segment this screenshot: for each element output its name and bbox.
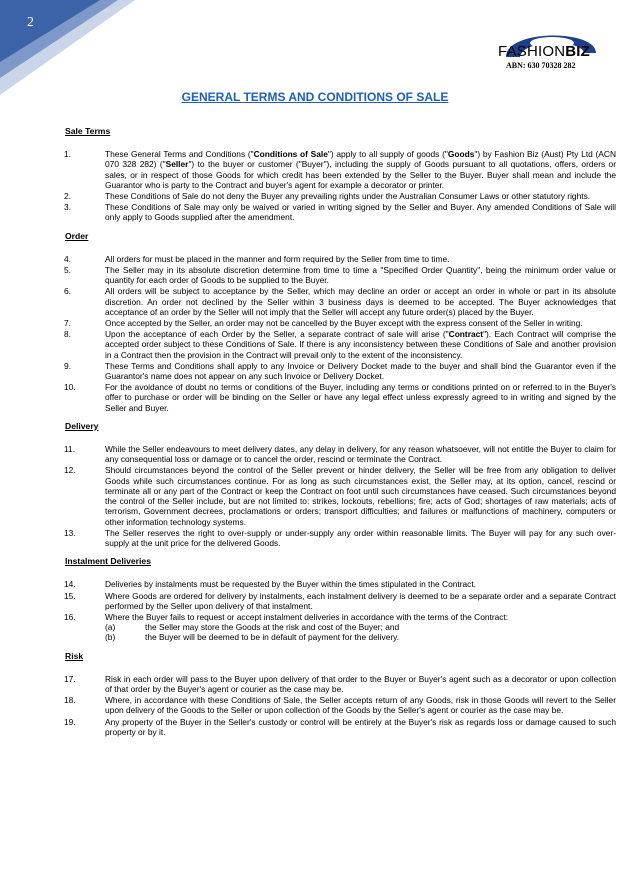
clause: [64, 149, 616, 190]
clause-number: 11.: [64, 444, 76, 455]
section-heading: Order: [65, 230, 89, 241]
clause: [64, 202, 616, 222]
clause-text: Should circumstances beyond the control of the Seller prevent or hinder delivery, the Seller will be free from any obligation to deliver Goods while such circumstances continue. For as long as such circumstances exist, the Seller may, at its option, cancel, rescind or terminate all or any part of the Contract or keep the Contract on foot until such circumstances have ceased. Such circumstances beyond the control of the Seller include, but are not limited to: strikes, lockouts, rebellions; fire; acts of God; shortages of raw materials; acts of terrorism, Government decrees, proclamations or orders; transport difficulties; and failures or malfunctions of machinery, computers or other information technology systems.: [105, 465, 616, 527]
clause-number: 7.: [64, 318, 71, 329]
clause-text: Where, in accordance with these Conditions of Sale, the Seller accepts return of any Goods, risk in those Goods will revert to the Seller upon delivery of the Goods to the Seller or upon collection of the Goods by the Seller's agent or courier as the case may be.: [105, 695, 616, 716]
clause-number: 10.: [64, 382, 76, 393]
clause-text: These General Terms and Conditions ("Conditions of Sale") apply to all supply of goods ("Goods") by Fashion Biz (Aust) Pty Ltd (ACN 070 328 282) ("Seller") to the buyer or customer ("Buyer"), including the supply of Goods pursuant to all quotations, offers, orders or sales, or in respect of those Goods for which credit has been extended by the Seller to the Buyer. Buyer shall mean and include the Guarantor who is party to the Contract and buyer's agent for example a decorator or printer.: [105, 149, 616, 190]
section: [64, 421, 616, 548]
clause: [64, 465, 616, 526]
clause-number: 9.: [64, 360, 71, 371]
clause: [64, 361, 616, 381]
clause: [64, 382, 616, 413]
section-heading: Risk: [65, 650, 84, 661]
clause: [64, 674, 616, 694]
clause: [64, 254, 616, 264]
section: [64, 231, 616, 413]
sub-clause-text: the Seller may store the Goods at the risk and cost of the Buyer; and: [145, 622, 400, 633]
clause: [64, 265, 616, 285]
sub-clause-letter: (a): [105, 622, 116, 633]
clause-text: For the avoidance of doubt no terms or conditions of the Buyer, including any terms or conditions printed on or referred to in the Buyer's offer to purchase or order will be binding on the Seller or have any legal effect unless expressly agreed to in writing and signed by the Seller and Buyer.: [105, 382, 616, 413]
clause-number: 17.: [64, 673, 76, 684]
clause: [64, 286, 616, 317]
clause: [64, 444, 616, 464]
section-heading: Delivery: [65, 420, 99, 431]
clause-text: These Terms and Conditions shall apply to any Invoice or Delivery Docket made to the buyer and shall bind the Guarantor even if the Guarantor's name does not appear on any such Invoice or Delivery Docket.: [105, 360, 616, 382]
clause-number: 12.: [64, 465, 76, 476]
clause-text: These Conditions of Sale do not deny the Buyer any prevailing rights under the Australian Consumer Laws or other statutory rights.: [105, 191, 591, 202]
clause-text: Deliveries by instalments must be requested by the Buyer within the times stipulated in the Contract.: [105, 579, 477, 590]
clause-text: The Seller reserves the right to over-supply or under-supply any order within reasonable limits. The Buyer will pay for any such over-supply at the unit price for the delivered Goods.: [105, 527, 616, 548]
clause-text: Risk in each order will pass to the Buyer upon delivery of that order to the Buyer or Buyer's agent such as a decorator or upon collection of that order by the Buyer's agent or courier as the case may be.: [105, 673, 616, 694]
sub-clause: [105, 622, 616, 632]
clause-text: These Conditions of Sale may only be waived or varied in writing signed by the Seller and Buyer. Any amended Conditions of Sale will only apply to Goods supplied after the amendment.: [105, 202, 616, 223]
clause: [64, 579, 616, 589]
clause-text: Upon the acceptance of each Order by the Seller, a separate contract of sale will arise ("Contract"). Each Contract will comprise the accepted order subject to these Conditions of Sale. If there is any inconsistency between these Conditions of Sale and another provision in a Contract then the provision in the Contract will prevail only to the extent of the inconsistency.: [105, 329, 616, 360]
section: [64, 126, 616, 223]
clause: [64, 318, 616, 328]
clause-text: All orders will be subject to acceptance by the Seller, which may decline an order or accept an order in whole or part in its absolute discretion. An order not declined by the Seller within 3 business days is deemed to be accepted. The Buyer acknowledges that acceptance of an order by the Seller will not imply that the Seller will accept any future order(s) placed by the Buyer.: [105, 286, 616, 317]
clause-text: Where the Buyer fails to request or accept instalment deliveries in accordance with the terms of the Contract: (a) the Seller may store the Goods at the risk and cost of the Buyer; and (b) the Buyer will be deemed to be in default of payment for the delivery.: [105, 612, 616, 643]
clause-number: 1.: [64, 149, 71, 160]
clause-number: 14.: [64, 579, 76, 590]
clause: [64, 591, 616, 611]
clause-number: 18.: [64, 695, 76, 706]
sub-clause-letter: (b): [105, 632, 116, 643]
page-number: 2: [27, 15, 34, 30]
clause-text: Any property of the Buyer in the Seller's custody or control will be entirely at the Buyer's risk as regards loss or damage caused to such property or by it.: [105, 716, 616, 737]
section-heading: Instalment Deliveries: [65, 556, 151, 567]
clause: [64, 717, 616, 737]
section: [64, 651, 616, 737]
clause-number: 16.: [64, 611, 76, 622]
clause-text: All orders for must be placed in the manner and form required by the Seller from time to time.: [105, 253, 450, 264]
clause-number: 6.: [64, 286, 71, 297]
clause: [64, 191, 616, 201]
clause-number: 4.: [64, 253, 71, 264]
section-heading: Sale Terms: [65, 126, 111, 136]
clause-number: 3.: [64, 202, 71, 213]
clause-number: 2.: [64, 191, 71, 202]
clause: [64, 695, 616, 715]
clause: [64, 612, 616, 643]
page-corner-decoration: [0, 0, 140, 100]
terms-content: [64, 124, 616, 745]
clause-text: Where Goods are ordered for delivery by instalments, each instalment delivery is deemed to be a separate order and a separate Contract performed by the Seller upon delivery of that instalment.: [105, 590, 616, 611]
clause: [64, 528, 616, 548]
document-title: GENERAL TERMS AND CONDITIONS OF SALE: [181, 90, 449, 104]
sub-clause-text: the Buyer will be deemed to be in default of payment for the delivery.: [145, 632, 400, 643]
abn-number: ABN: 630 70328 282: [506, 61, 576, 70]
clause-text: While the Seller endeavours to meet delivery dates, any delay in delivery, for any reason whatsoever, will not entitle the Buyer to claim for any consequential loss or damage or to cancel the order, rescind or terminate the Contract.: [105, 444, 616, 465]
section: [64, 556, 616, 642]
clause-number: 19.: [64, 716, 76, 727]
clause-number: 5.: [64, 265, 71, 276]
sub-clause: [105, 632, 616, 642]
clause: [64, 329, 616, 360]
clause-text: Once accepted by the Seller, an order may not be cancelled by the Buyer except with the express consent of the Seller in writing.: [105, 318, 583, 329]
clause-text: The Seller may in its absolute discretion determine from time to time a "Specified Order Quantity", being the minimum order value or quantity for each order of Goods to be supplied to the Buyer.: [105, 265, 616, 286]
clause-number: 13.: [64, 527, 76, 538]
clause-number: 8.: [64, 329, 71, 340]
brand-name: FASHIONBIZ: [498, 43, 591, 60]
clause-number: 15.: [64, 590, 76, 601]
